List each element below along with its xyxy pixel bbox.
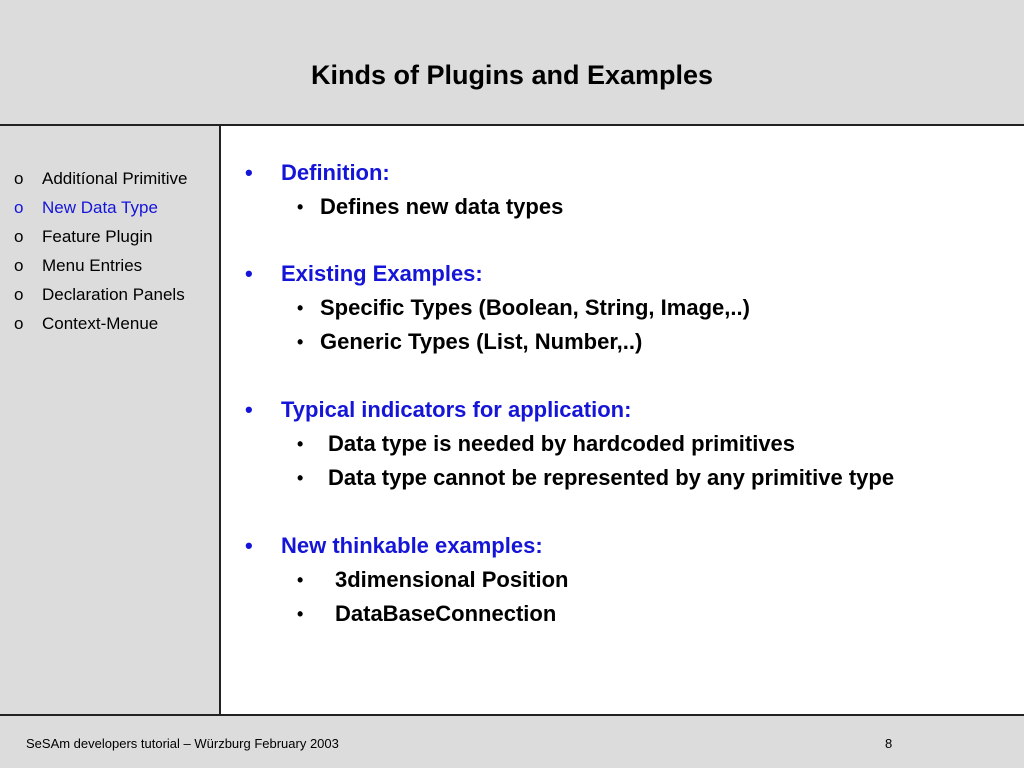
bullet: •	[245, 397, 253, 422]
section-existing-examples	[221, 257, 1024, 359]
sidebar-item-context-menue[interactable]	[14, 309, 188, 338]
section-typical-indicators	[221, 393, 1024, 495]
sidebar-item-label: Additíonal Primitive	[42, 169, 188, 188]
list-item	[221, 325, 1024, 359]
bullet: •	[245, 160, 253, 185]
bullet: •	[297, 570, 304, 590]
slide-header	[0, 0, 1024, 126]
item-text: DataBaseConnection	[335, 601, 557, 626]
list-item	[221, 291, 1024, 325]
item-text: Defines new data types	[320, 194, 564, 219]
sidebar-bullet: o	[14, 227, 24, 246]
list-item	[221, 461, 1024, 495]
bullet: •	[297, 332, 304, 352]
page-number: 8	[885, 736, 893, 751]
section-new-thinkable-examples	[221, 529, 1024, 631]
item-text: Data type cannot be represented by any primitive type	[328, 465, 895, 490]
section-heading	[221, 257, 1024, 291]
sidebar-bullet: o	[14, 256, 24, 275]
sidebar-item-menu-entries[interactable]	[14, 251, 188, 280]
sidebar-item-new-data-type[interactable]	[14, 193, 188, 222]
bullet: •	[297, 604, 304, 624]
sidebar-bullet: o	[14, 169, 24, 188]
heading-text: Definition:	[281, 160, 390, 185]
section-heading	[221, 156, 1024, 190]
bullet: •	[297, 434, 304, 454]
list-item	[221, 563, 1024, 597]
sidebar-bullet: o	[14, 314, 24, 333]
list-item	[221, 190, 1024, 224]
item-text: 3dimensional Position	[335, 567, 569, 592]
slide-content	[221, 126, 1024, 714]
sidebar-item-label: Feature Plugin	[42, 227, 153, 246]
sidebar-item-label: New Data Type	[42, 198, 158, 217]
section-heading	[221, 529, 1024, 563]
heading-text: Existing Examples:	[281, 261, 483, 286]
item-text: Data type is needed by hardcoded primitives	[328, 431, 796, 456]
slide-title: Kinds of Plugins and Examples	[310, 60, 714, 90]
heading-text: New thinkable examples:	[281, 533, 543, 558]
slide-footer	[0, 714, 1024, 768]
list-item	[221, 597, 1024, 631]
section-definition	[221, 156, 1024, 224]
bullet: •	[245, 533, 253, 558]
bullet: •	[297, 197, 304, 217]
sidebar-item-declaration-panels[interactable]	[14, 280, 188, 309]
sidebar-item-additional-primitive[interactable]	[14, 164, 188, 193]
sidebar-bullet: o	[14, 198, 24, 217]
sidebar	[0, 126, 221, 714]
footer-text: SeSAm developers tutorial – Würzburg February 2003	[26, 736, 339, 751]
sidebar-item-label: Context-Menue	[42, 314, 159, 333]
bullet: •	[297, 298, 304, 318]
bullet: •	[245, 261, 253, 286]
bullet: •	[297, 468, 304, 488]
sidebar-bullet: o	[14, 285, 24, 304]
item-text: Specific Types (Boolean, String, Image,..)	[320, 295, 750, 320]
sidebar-list	[14, 164, 188, 338]
sidebar-item-label: Menu Entries	[42, 256, 143, 275]
list-item	[221, 427, 1024, 461]
sidebar-item-feature-plugin[interactable]	[14, 222, 188, 251]
heading-text: Typical indicators for application:	[281, 397, 632, 422]
item-text: Generic Types (List, Number,..)	[320, 329, 643, 354]
section-heading	[221, 393, 1024, 427]
sidebar-item-label: Declaration Panels	[42, 285, 185, 304]
